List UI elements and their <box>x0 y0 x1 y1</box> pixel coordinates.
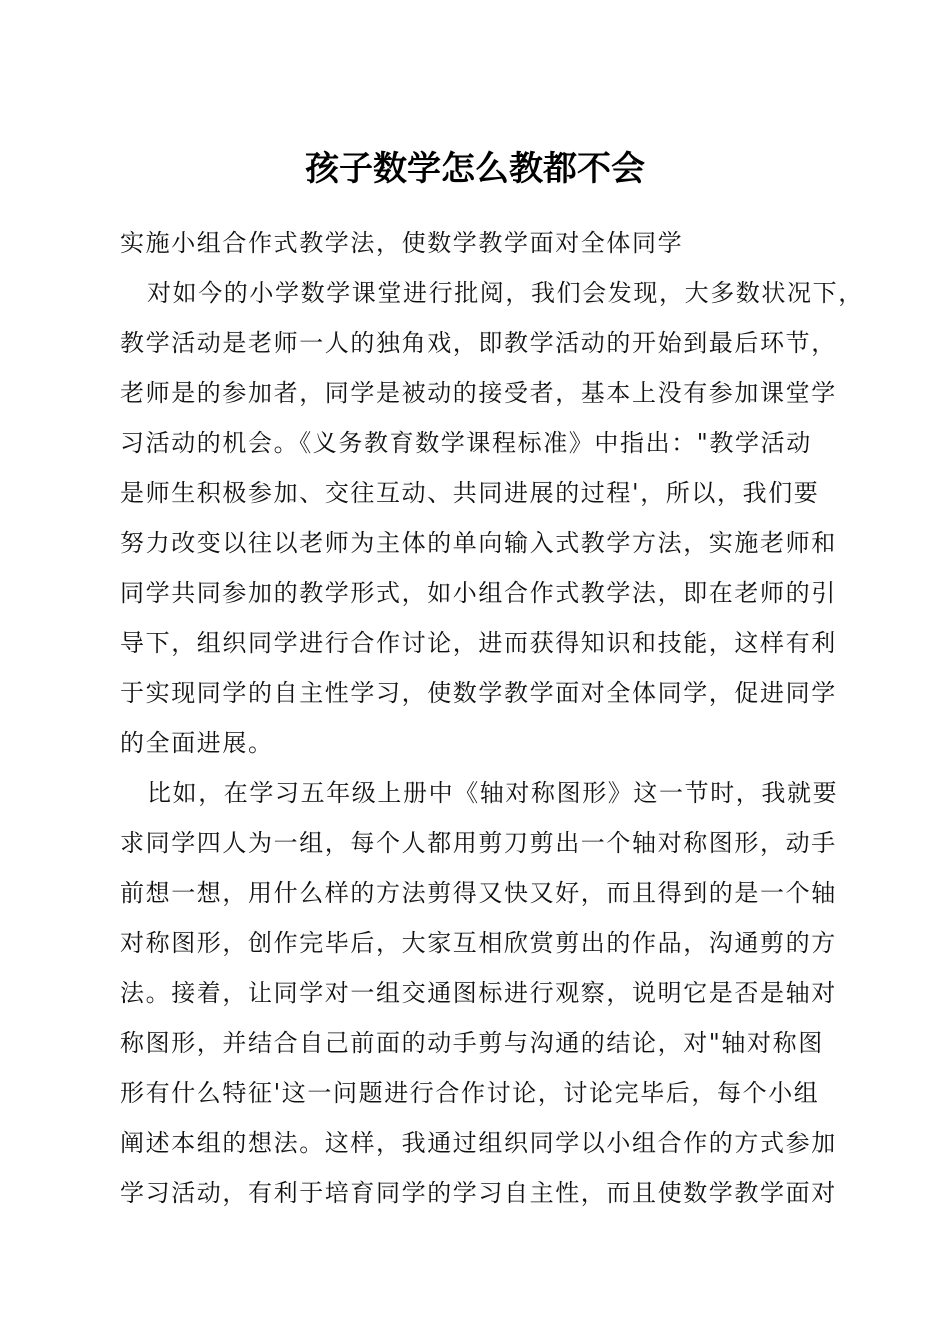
paragraph-line: 前想一想，用什么样的方法剪得又快又好，而且得到的是一个轴 <box>120 879 837 907</box>
paragraph-line: 学习活动，有利于培育同学的学习自主性，而且使数学教学面对 <box>120 1179 837 1207</box>
paragraph-line: 的全面进展。 <box>120 729 274 757</box>
paragraph-line: 对称图形，创作完毕后，大家互相欣赏剪出的作品，沟通剪的方 <box>120 929 837 957</box>
paragraph-line: 形有什么特征'这一问题进行合作讨论，讨论完毕后，每个小组 <box>120 1079 820 1107</box>
paragraph-line: 称图形，并结合自己前面的动手剪与沟通的结论，对"轴对称图 <box>120 1029 824 1057</box>
document-title: 孩子数学怎么教都不会 <box>305 149 645 189</box>
paragraph-line: 教学活动是老师一人的独角戏，即教学活动的开始到最后环节， <box>120 329 837 357</box>
paragraph-line: 求同学四人为一组，每个人都用剪刀剪出一个轴对称图形，动手 <box>120 829 837 857</box>
paragraph-line: 于实现同学的自主性学习，使数学教学面对全体同学，促进同学 <box>120 679 837 707</box>
paragraph-line: 老师是的参加者，同学是被动的接受者，基本上没有参加课堂学 <box>120 379 837 407</box>
paragraph-line: 是师生积极参加、交往互动、共同进展的过程'，所以，我们要 <box>120 479 820 507</box>
paragraph-line: 习活动的机会。《义务教育数学课程标准》中指出："教学活动 <box>120 429 812 457</box>
paragraph-line: 对如今的小学数学课堂进行批阅，我们会发现，大多数状况下， <box>147 279 864 307</box>
paragraph-line: 法。接着，让同学对一组交通图标进行观察，说明它是否是轴对 <box>120 979 837 1007</box>
paragraph-line: 导下，组织同学进行合作讨论，进而获得知识和技能，这样有利 <box>120 629 837 657</box>
paragraph-line: 阐述本组的想法。这样，我通过组织同学以小组合作的方式参加 <box>120 1129 837 1157</box>
paragraph-line: 比如，在学习五年级上册中《轴对称图形》这一节时，我就要 <box>147 779 839 807</box>
section-heading: 实施小组合作式教学法，使数学教学面对全体同学 <box>120 229 684 257</box>
paragraph-line: 同学共同参加的教学形式，如小组合作式教学法，即在老师的引 <box>120 579 837 607</box>
paragraph-line: 努力改变以往以老师为主体的单向输入式教学方法，实施老师和 <box>120 529 837 557</box>
